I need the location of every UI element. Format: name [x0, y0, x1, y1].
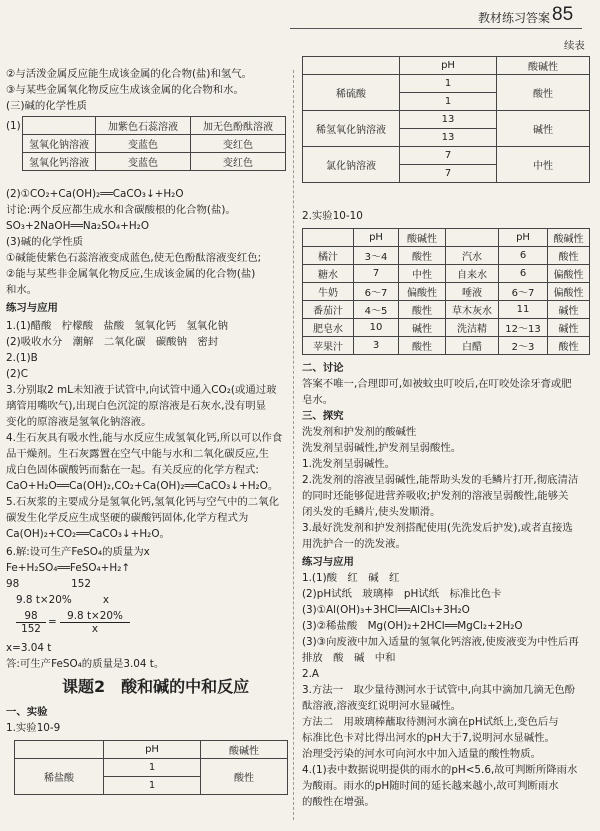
text-line: (2)吸收水分 潮解 二氧化碳 碳酸钠 密封 — [6, 336, 219, 348]
fraction-denominator: 152 — [16, 622, 46, 635]
header-rule — [290, 28, 582, 29]
text-line: 1.(1)醋酸 柠檬酸 盐酸 氢氧化钙 氢氧化钠 — [6, 320, 229, 332]
text-line: 皂水。 — [302, 394, 334, 406]
table-header: pH — [400, 57, 497, 75]
table-header — [303, 229, 354, 247]
table-cell: 7 — [400, 165, 497, 183]
text-line: SO₃+2NaOH══Na₂SO₄+H₂O — [6, 220, 150, 232]
table-header — [23, 117, 96, 135]
table-cell: 碱性 — [399, 319, 446, 337]
table-cell: 碱性 — [548, 301, 590, 319]
table-cell: 洗洁精 — [446, 319, 499, 337]
text-line: 2.洗发剂的溶液呈弱碱性,能帮助头发的毛鳞片打开,彻底清洁 — [302, 474, 579, 486]
table-cell: 氯化钠溶液 — [303, 147, 400, 183]
text-line: 2.实验10-10 — [302, 210, 363, 222]
table-cell: 11 — [499, 301, 548, 319]
section-heading: 练习与应用 — [302, 556, 354, 568]
indicator-table — [22, 116, 286, 171]
text-line: 2.A — [302, 668, 320, 680]
table-cell: 稀盐酸 — [15, 759, 104, 795]
ph-table-hcl — [14, 740, 288, 795]
table-cell: 7 — [400, 147, 497, 165]
table-header: 加紫色石蕊溶液 — [96, 117, 191, 135]
text-line: 的同时还能够促进营养吸收;护发剂的溶液呈弱酸性,能够关 — [302, 490, 569, 502]
table-cell: 1 — [104, 759, 201, 777]
table-cell: 2～3 — [499, 337, 548, 355]
table-cell: 牛奶 — [303, 283, 354, 301]
table-header: 酸碱性 — [548, 229, 590, 247]
fraction-left — [16, 610, 46, 635]
text-line: ①碱能使紫色石蕊溶液变成蓝色,使无色酚酞溶液变红色; — [6, 252, 262, 264]
text-line: ②与活泼金属反应能生成该金属的化合物(盐)和氢气。 — [6, 68, 253, 80]
text-line: 1.洗发剂呈弱碱性。 — [302, 458, 396, 470]
table-cell: 7 — [354, 265, 399, 283]
text-line: ③与某些金属氧化物反应生成该金属的化合物和水。 — [6, 84, 244, 96]
text-line: (2)C — [6, 368, 28, 380]
text-line: (三)碱的化学性质 — [6, 100, 87, 112]
table-header: 加无色酚酞溶液 — [191, 117, 286, 135]
table-cell: 酸性 — [497, 75, 590, 111]
equals-sign: = — [48, 616, 57, 628]
table-cell: 番茄汁 — [303, 301, 354, 319]
text-line: x=3.04 t — [6, 642, 52, 654]
fraction-numerator: 9.8 t×20% — [67, 610, 123, 622]
table-cell: 橘汁 — [303, 247, 354, 265]
text-line: (2)pH试纸 玻璃棒 pH试纸 标准比色卡 — [302, 588, 502, 600]
text-line: 98 152 — [6, 578, 92, 590]
table-header — [15, 741, 104, 759]
text-line: (3)②稀盐酸 Mg(OH)₂+2HCl══MgCl₂+2H₂O — [302, 620, 523, 632]
table-cell: 碱性 — [548, 319, 590, 337]
table-cell: 苹果汁 — [303, 337, 354, 355]
table-cell: 6 — [499, 247, 548, 265]
table-header: 酸碱性 — [201, 741, 288, 759]
table-cell: 1 — [400, 75, 497, 93]
text-line: 的酸性在增强。 — [302, 796, 375, 808]
table-header — [303, 57, 400, 75]
text-line: 璃管用嘴吹气),出现白色沉淀的原溶液是石灰水,没有明显 — [6, 400, 267, 412]
table-cell: 中性 — [497, 147, 590, 183]
header-title: 教材练习答案 — [478, 11, 551, 25]
fraction-denominator: x — [60, 622, 130, 635]
lesson-title: 课题2 酸和碱的中和反应 — [62, 677, 250, 696]
ph-table-continued — [302, 56, 590, 183]
text-line: 排放 酸 碱 中和 — [302, 652, 396, 664]
section-heading: 三、探究 — [302, 410, 344, 422]
text-line: 4.(1)表中数据说明提供的雨水的pH<5.6,故可判断所降雨水 — [302, 764, 578, 776]
table-cell: 6 — [499, 265, 548, 283]
text-line: 洗发剂和护发剂的酸碱性 — [302, 426, 417, 438]
table-cell: 偏酸性 — [548, 283, 590, 301]
table-cell: 肥皂水 — [303, 319, 354, 337]
text-line: 2.(1)B — [6, 352, 38, 364]
table-header: 酸碱性 — [497, 57, 590, 75]
table-cell: 4～5 — [354, 301, 399, 319]
text-line: 3.方法一 取少量待测河水于试管中,向其中滴加几滴无色酚 — [302, 684, 575, 696]
table-cell: 变红色 — [191, 135, 286, 153]
text-line: 6.解:设可生产FeSO₄的质量为x — [6, 546, 150, 558]
fraction-numerator: 98 — [24, 610, 38, 622]
section-heading: 练习与应用 — [6, 302, 58, 314]
text-line: 闭头发的毛鳞片,使头发顺滑。 — [302, 506, 441, 518]
fraction-right — [60, 610, 130, 635]
table-cell: 唾液 — [446, 283, 499, 301]
text-line: 1.实验10-9 — [6, 722, 61, 734]
text-line: 碳发生化学反应生成坚硬的碳酸钙固体,化学方程式为 — [6, 512, 249, 524]
text-line: 洗发剂呈弱碱性,护发剂呈弱酸性。 — [302, 442, 462, 454]
text-line: 3.最好洗发剂和护发剂搭配使用(先洗发后护发),或者直接选 — [302, 522, 573, 534]
table-cell: 酸性 — [548, 247, 590, 265]
text-line: 答:可生产FeSO₄的质量是3.04 t。 — [6, 658, 165, 670]
text-line: 为酸雨。雨水的pH随时间的延长越来越小,故可判断雨水 — [302, 780, 559, 792]
page-number: 85 — [552, 4, 574, 25]
text-line: 治理受污染的河水可向河水中加入适量的酸性物质。 — [302, 748, 541, 760]
table-cell: 酸性 — [399, 247, 446, 265]
table-cell: 变红色 — [191, 153, 286, 171]
text-line: 品干燥剂。生石灰露置在空气中能与水和二氧化碳反应,生 — [6, 448, 270, 460]
text-line: Fe+H₂SO₄══FeSO₄+H₂↑ — [6, 562, 131, 574]
text-line: (3)③向废液中加入适量的氢氧化钙溶液,使废液变为中性后再 — [302, 636, 579, 648]
table-cell: 1 — [400, 93, 497, 111]
table-cell: 13 — [400, 111, 497, 129]
text-line: (3)碱的化学性质 — [6, 236, 84, 248]
table-cell: 汽水 — [446, 247, 499, 265]
text-line: 变化的原溶液是氢氧化钠溶液。 — [6, 416, 152, 428]
table-cell: 偏酸性 — [548, 265, 590, 283]
table-cell: 碱性 — [497, 111, 590, 147]
table-cell: 氢氧化钙溶液 — [23, 153, 96, 171]
table-cell: 12～13 — [499, 319, 548, 337]
text-line: (2)①CO₂+Ca(OH)₂══CaCO₃↓+H₂O — [6, 188, 184, 200]
table-cell: 1 — [104, 777, 201, 795]
text-line: (1) — [6, 120, 21, 132]
text-line: 答案不唯一,合理即可,如被蚊虫叮咬后,在叮咬处涂牙膏或肥 — [302, 378, 572, 390]
text-line: 讨论:两个反应都生成水和含碳酸根的化合物(盐)。 — [6, 204, 236, 216]
table-header: pH — [104, 741, 201, 759]
text-line: 和水。 — [6, 284, 38, 296]
table-cell: 酸性 — [399, 337, 446, 355]
table-cell: 偏酸性 — [399, 283, 446, 301]
table-cell: 白醋 — [446, 337, 499, 355]
table-header: pH — [499, 229, 548, 247]
table-cell: 氢氧化钠溶液 — [23, 135, 96, 153]
table-cell: 中性 — [399, 265, 446, 283]
table-cell: 变蓝色 — [96, 153, 191, 171]
text-line: (3)①Al(OH)₃+3HCl══AlCl₃+3H₂O — [302, 604, 470, 616]
table-cell: 糖水 — [303, 265, 354, 283]
section-heading: 二、讨论 — [302, 362, 344, 374]
text-line: 3.分别取2 mL未知液于试管中,向试管中通入CO₂(或通过玻 — [6, 384, 277, 396]
text-line: 5.石灰浆的主要成分是氢氧化钙,氢氧化钙与空气中的二氧化 — [6, 496, 279, 508]
table-cell: 酸性 — [399, 301, 446, 319]
text-line: Ca(OH)₂+CO₂══CaCO₃↓+H₂O。 — [6, 528, 170, 540]
table-cell: 10 — [354, 319, 399, 337]
table-cell: 13 — [400, 129, 497, 147]
section-heading: 一、实验 — [6, 706, 48, 718]
text-line: CaO+H₂O══Ca(OH)₂,CO₂+Ca(OH)₂══CaCO₃↓+H₂O。 — [6, 480, 279, 492]
table-header — [446, 229, 499, 247]
table-header: pH — [354, 229, 399, 247]
text-line: 方法二 用玻璃棒蘸取待测河水滴在pH试纸上,变色后与 — [302, 716, 559, 728]
continued-label: 续表 — [564, 40, 585, 52]
table-cell: 3～4 — [354, 247, 399, 265]
table-cell: 6～7 — [499, 283, 548, 301]
ph-table-substances — [302, 228, 590, 355]
text-line: 标准比色卡对比得出河水的pH大于7,说明河水显碱性。 — [302, 732, 555, 744]
table-cell: 酸性 — [201, 759, 288, 795]
text-line: 用洗护合一的洗发液。 — [302, 538, 406, 550]
text-line: 成白色固体碳酸钙而黏在一起。有关反应的化学方程式: — [6, 464, 259, 476]
text-line: 1.(1)酸 红 碱 红 — [302, 572, 400, 584]
table-cell: 草木灰水 — [446, 301, 499, 319]
text-line: 9.8 t×20% x — [16, 594, 110, 606]
table-cell: 3 — [354, 337, 399, 355]
column-divider — [293, 70, 294, 820]
table-cell: 变蓝色 — [96, 135, 191, 153]
text-line: 4.生石灰具有吸水性,能与水反应生成氢氧化钙,所以可以作食 — [6, 432, 283, 444]
table-cell: 6～7 — [354, 283, 399, 301]
table-cell: 自来水 — [446, 265, 499, 283]
table-cell: 稀氢氧化钠溶液 — [303, 111, 400, 147]
text-line: 酞溶液,溶液变红说明河水显碱性。 — [302, 700, 462, 712]
table-cell: 酸性 — [548, 337, 590, 355]
table-cell: 稀硫酸 — [303, 75, 400, 111]
table-header: 酸碱性 — [399, 229, 446, 247]
text-line: ②能与某些非金属氧化物反应,生成该金属的化合物(盐) — [6, 268, 256, 280]
